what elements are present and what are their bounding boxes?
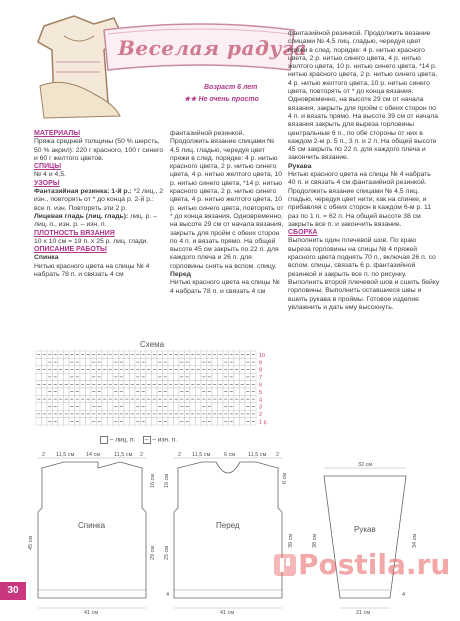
needles-heading: СПИЦЫ — [34, 163, 62, 171]
chart-cell — [234, 373, 240, 380]
density-heading: ПЛОТНОСТЬ ВЯЗАНИЯ — [34, 229, 115, 237]
chart-cell — [196, 373, 202, 380]
sleeve-height-1: 38 см — [312, 533, 318, 548]
front-text: Нитью красного цвета на спицы № 4 набрать 78 п. и связать 4 см — [170, 279, 280, 295]
chart-cell — [218, 358, 224, 365]
chart-cell — [58, 403, 64, 410]
chart-cell — [124, 418, 130, 425]
chart-cell — [36, 358, 42, 365]
chart-cell — [240, 403, 246, 410]
age-label: Возраст 6 лет — [204, 84, 258, 91]
back-label: Спинка — [78, 521, 106, 530]
chart-cell — [146, 373, 152, 380]
chart-cell — [168, 418, 174, 425]
chart-cell — [174, 403, 180, 410]
rib-title: Фантазийная резинка: 1-й р.: — [34, 188, 132, 196]
needles-text: № 4 и 4,5. — [34, 171, 66, 179]
sleeve-heading: Рукава — [288, 162, 312, 170]
chart-cell — [196, 403, 202, 410]
row-number: 3 — [259, 404, 263, 411]
chart-cell — [218, 403, 224, 410]
sleeve-piece — [312, 462, 418, 616]
chart-cell — [218, 373, 224, 380]
chart-cell — [240, 388, 246, 395]
front-dim-3: 6 см — [224, 452, 236, 458]
front-bottom: 41 см — [220, 610, 235, 616]
purl-symbol-icon: – — [143, 436, 151, 444]
page-number: 30 — [0, 582, 26, 600]
chart-cell — [58, 418, 64, 425]
chart-cell — [212, 373, 218, 380]
chart-cell — [64, 388, 70, 395]
chart-cell — [190, 358, 196, 365]
row-number: 7 — [259, 375, 263, 382]
chart-cell — [86, 373, 92, 380]
schema-title: Схема — [140, 340, 165, 349]
patterns-heading: УЗОРЫ — [34, 179, 60, 187]
back-side-1: 16 см — [150, 473, 156, 488]
back-piece — [28, 452, 156, 616]
front-neck: 6 см — [282, 472, 288, 484]
chart-cell — [58, 358, 64, 365]
assembly-text: Выполнить один плечевой шов. По краю выреза горловины на спицы № 4 пряжей красного цвета поднять 70 п., включая 26 п. со вспом. спицы, связать 6 р. фантазийной резинкой и закрыть все п. по рисунку. Выполнить второй плечевой шов и сшить бейку горловины. Выполнить оставшиеся швы и вшить рукава в проймы. Готовое изделие увлажнить и дать ему высохнуть. — [288, 237, 440, 311]
front-dim-1: 2 — [178, 452, 182, 458]
row-number: 8 — [259, 367, 263, 374]
chart-cell — [130, 373, 136, 380]
back-dim-2: 11,5 см — [56, 452, 75, 458]
front-piece — [164, 452, 294, 616]
rib-text: *2 лиц., 2 изн., повторять от * до конца р. 2-й р.: все п. изн. Повторять эти 2 р. — [34, 188, 164, 212]
chart-cell — [102, 418, 108, 425]
chart-cell — [124, 373, 130, 380]
difficulty-label — [184, 95, 259, 103]
chart-cell — [174, 418, 180, 425]
back-heading: Спинка — [34, 254, 59, 262]
chart-cell — [58, 388, 64, 395]
chart-cell — [174, 373, 180, 380]
front-dim-5: 2 — [276, 452, 280, 458]
chart-cell — [152, 358, 158, 365]
chart-cell — [86, 388, 92, 395]
chart-cell — [80, 418, 86, 425]
chart-cell — [168, 403, 174, 410]
chart-cell — [234, 388, 240, 395]
chart-cell — [212, 358, 218, 365]
chart-cell — [80, 373, 86, 380]
knitting-chart-grid — [34, 347, 278, 429]
legend-purl: – изн. п. — [152, 436, 177, 444]
chart-cell — [152, 403, 158, 410]
postila-logo-icon — [272, 552, 298, 578]
front-side-2: 25 см — [164, 545, 170, 560]
chart-cell — [108, 403, 114, 410]
chart-cell — [190, 388, 196, 395]
chart-cell — [190, 403, 196, 410]
chart-cell — [130, 388, 136, 395]
front-dim-2: 11,5 см — [192, 452, 211, 458]
sleeve-label: Рукав — [354, 525, 376, 534]
description-heading: ОПИСАНИЕ РАБОТЫ — [34, 246, 107, 254]
materials-heading: МАТЕРИАЛЫ — [34, 130, 81, 137]
chart-legend — [100, 436, 177, 444]
chart-cell — [240, 418, 246, 425]
chart-cell — [124, 403, 130, 410]
chart-cell — [64, 403, 70, 410]
chart-cell — [64, 418, 70, 425]
chart-cell — [80, 388, 86, 395]
chart-cell — [36, 388, 42, 395]
back-dim-4: 11,5 см — [114, 452, 133, 458]
back-bottom: 41 см — [84, 610, 99, 616]
sleeve-height-2: 34 см — [412, 533, 418, 548]
front-label: Перед — [216, 521, 240, 530]
chart-cell — [42, 418, 48, 425]
chart-cell — [152, 418, 158, 425]
knit-symbol-icon — [100, 436, 108, 444]
front-side-1: 16 см — [164, 473, 170, 488]
back-height: 45 см — [28, 535, 34, 550]
chart-cell — [36, 373, 42, 380]
row-number: 1 р. — [259, 419, 269, 426]
chart-cell — [152, 388, 158, 395]
front-text-continued: фантазийной резинкой. Продолжить вязание спицами № 4,5 лиц. гладью, чередуя цвет пряжи в след. порядке: 4 р. нитью красного цвета, 2 р. нитью синего цвета, 4 р. нитью желтого цвета, 10 р. нитью синего цвета, *14 р. нитью красного цвета, 2 р. нитью синего цвета, 4 р. нитью желтого цвета, 10 р. нитью синего цвета, повторять от * до конца вязания. Одновременно, на высоте 29 см от начала вязания, закрыть для пройм с обеих сторон по 4 п. и вязать прямо. На высоте 39 см от начала вязания закрыть для выреза горловины центральные 6 п., по обе стороны от них в каждом 2-м р. 5 п., 3 п. и 2 п. На общей высоте 45 см закрыть по 22 п. для каждого плеча и закончить вязание. — [288, 30, 438, 162]
difficulty-text: Не очень просто — [198, 96, 259, 103]
front-rib: 4 — [166, 592, 170, 598]
chart-cell — [234, 358, 240, 365]
chart-cell — [42, 358, 48, 365]
chart-cell — [102, 358, 108, 365]
chart-cell — [102, 388, 108, 395]
chart-cell — [212, 403, 218, 410]
chart-cell — [168, 358, 174, 365]
back-dim-3: 14 см — [86, 452, 101, 458]
chart-cell — [146, 358, 152, 365]
difficulty-stars: ★★ — [184, 96, 197, 103]
chart-cell — [108, 358, 114, 365]
chart-cell — [218, 388, 224, 395]
chart-cell — [146, 388, 152, 395]
sleeve-text: Нитью красного цвета на спицы № 4 набрать 40 п. и связать 4 см фантазийной резинкой. Продолжить вязание спицами № 4,5 лиц. гладью, чередуя цвет нити, как на спинке, и прибавляя с обеих сторон в каждом 6-м р. 11 раз по 1 п. = 62 п. На общей высоте 38 см закрыть все п. и закончить вязание. — [288, 171, 432, 228]
chart-cell — [146, 418, 152, 425]
watermark: Postila.ru — [298, 548, 451, 581]
chart-cell — [124, 388, 130, 395]
front-dim-4: 11,5 см — [248, 452, 267, 458]
chart-cell — [64, 373, 70, 380]
chart-cell — [36, 418, 42, 425]
page-title: Веселая радуга — [118, 36, 308, 60]
chart-cell — [130, 418, 136, 425]
chart-cell — [102, 403, 108, 410]
row-number: 6 — [259, 382, 263, 389]
row-number: 4 — [259, 397, 263, 404]
chart-cell — [58, 373, 64, 380]
chart-cell — [146, 403, 152, 410]
chart-cell — [80, 358, 86, 365]
back-dim-1: 2 — [42, 452, 46, 458]
stockinette-title: Лицевая гладь (лиц. гладь): — [34, 212, 129, 220]
back-side-2: 29 см — [150, 545, 156, 560]
column-3 — [288, 30, 440, 312]
chart-cell — [196, 388, 202, 395]
pattern-diagram — [28, 448, 438, 618]
chart-cell — [86, 358, 92, 365]
row-number: 5 — [259, 389, 263, 396]
chart-cell — [168, 388, 174, 395]
chart-cell — [196, 358, 202, 365]
density-text: 10 х 10 см = 19 п. х 25 р. лиц. глади. — [34, 237, 149, 245]
row-number: 10 — [259, 352, 266, 359]
column-2 — [170, 130, 284, 296]
legend-knit: – лиц. п. — [109, 436, 136, 444]
back-text-continued: фантазийной резинкой. Продолжить вязание спицами № 4,5 лиц. гладью, чередуя цвет пряжи в след. порядке: 4 р. нитью красного цвета, 2 р. нитью синего цвета, 4 р. нитью желтого цвета, 10 р. нитью синего цвета, *14 р. нитью красного цвета, 2 р. нитью синего цвета, 4 р. нитью желтого цвета, 10 р. нитью синего цвета, повторять от * до конца вязания. Одновременно, на высоте 29 см от начала вязания, закрыть для пройм с обеих сторон по 4 п. и вязать прямо. На общей высоте 45 см закрыть по 22 п. для каждого плеча и 26 п. для горловины снять на вспом. спицу. — [170, 130, 284, 270]
column-1 — [34, 130, 166, 279]
chart-cell — [42, 403, 48, 410]
chart-cell — [36, 403, 42, 410]
chart-cell — [196, 418, 202, 425]
chart-cell — [108, 388, 114, 395]
chart-cell — [240, 373, 246, 380]
chart-cell — [212, 418, 218, 425]
chart-cell — [174, 388, 180, 395]
chart-cell — [42, 388, 48, 395]
sleeve-top: 32 см — [358, 462, 373, 468]
chart-cell — [152, 373, 158, 380]
chart-cell — [102, 373, 108, 380]
chart-cell — [108, 373, 114, 380]
back-text: Нитью красного цвета на спицы № 4 набрать 78 п. и связать 4 см — [34, 262, 150, 279]
back-dim-5: 2 — [140, 452, 144, 458]
stockinette-text: лиц. р. – лиц. п., изн. р. – изн. п. — [34, 212, 157, 229]
sleeve-rib: 4 — [402, 592, 406, 598]
chart-cell — [190, 373, 196, 380]
chart-cell — [86, 403, 92, 410]
assembly-heading: СБОРКА — [288, 229, 318, 237]
chart-cell — [86, 418, 92, 425]
chart-cell — [124, 358, 130, 365]
chart-cell — [130, 403, 136, 410]
chart-cell — [168, 373, 174, 380]
sleeve-bottom: 21 см — [356, 610, 371, 616]
chart-cell — [212, 388, 218, 395]
chart-cell — [240, 358, 246, 365]
front-heading: Перед — [170, 271, 191, 279]
chart-cell — [190, 418, 196, 425]
front-right: 39 см — [288, 533, 294, 548]
materials-text: Пряжа средней толщины (50 % шерсть, 50 % акрил): 220 г красного, 100 г синего и 60 г желтого цветов. — [34, 138, 164, 162]
chart-cell — [130, 358, 136, 365]
chart-cell — [80, 403, 86, 410]
chart-cell — [64, 358, 70, 365]
chart-cell — [42, 373, 48, 380]
row-number: 9 — [259, 360, 263, 367]
row-number: 2 — [259, 412, 263, 419]
chart-cell — [218, 418, 224, 425]
chart-cell — [108, 418, 114, 425]
chart-cell — [174, 358, 180, 365]
chart-cell — [234, 403, 240, 410]
chart-cell — [234, 418, 240, 425]
